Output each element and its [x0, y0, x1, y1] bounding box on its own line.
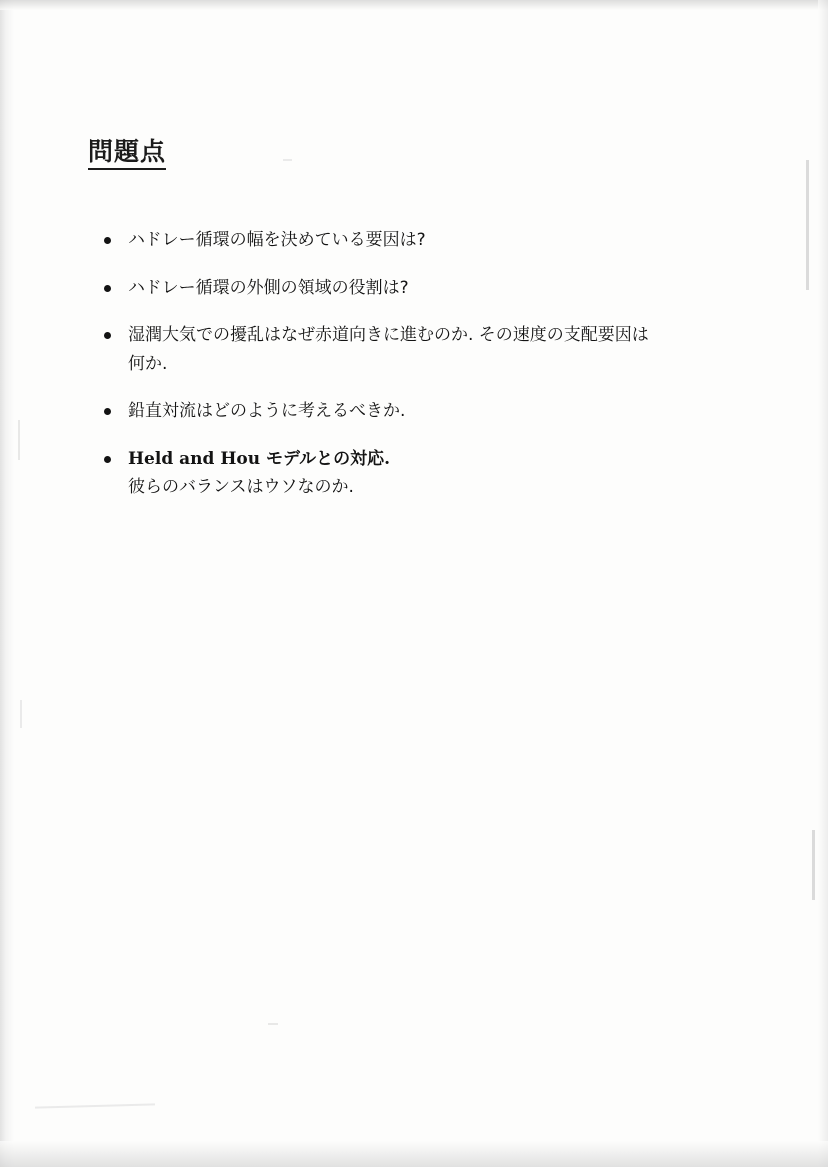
list-item-text: Held and Hou モデルとの対応.	[128, 448, 391, 469]
list-item	[100, 228, 760, 254]
bullet-dot-icon	[104, 408, 111, 415]
list-item-text: 湿潤大気での擾乱はなぜ赤道向きに進むのか. その速度の支配要因は	[128, 325, 649, 345]
list-item	[100, 276, 760, 302]
list-item-text-continued: 彼らのバランスはウソなのか.	[128, 477, 354, 497]
list-item	[100, 447, 760, 501]
list-item-text: 鉛直対流はどのように考えるべきか.	[128, 401, 406, 421]
bullet-dot-icon	[104, 285, 111, 292]
bullet-dot-icon	[104, 456, 111, 463]
page-title: 問題点	[88, 138, 166, 170]
question-list	[100, 228, 760, 523]
list-item	[100, 323, 760, 377]
list-item-text: ハドレー循環の外側の領域の役割は?	[128, 277, 409, 298]
bullet-dot-icon	[104, 237, 111, 244]
list-item-text: ハドレー循環の幅を決めている要因は?	[128, 230, 426, 250]
list-item	[100, 399, 760, 425]
bullet-dot-icon	[104, 332, 111, 339]
list-item-text-continued: 何か.	[128, 353, 168, 374]
